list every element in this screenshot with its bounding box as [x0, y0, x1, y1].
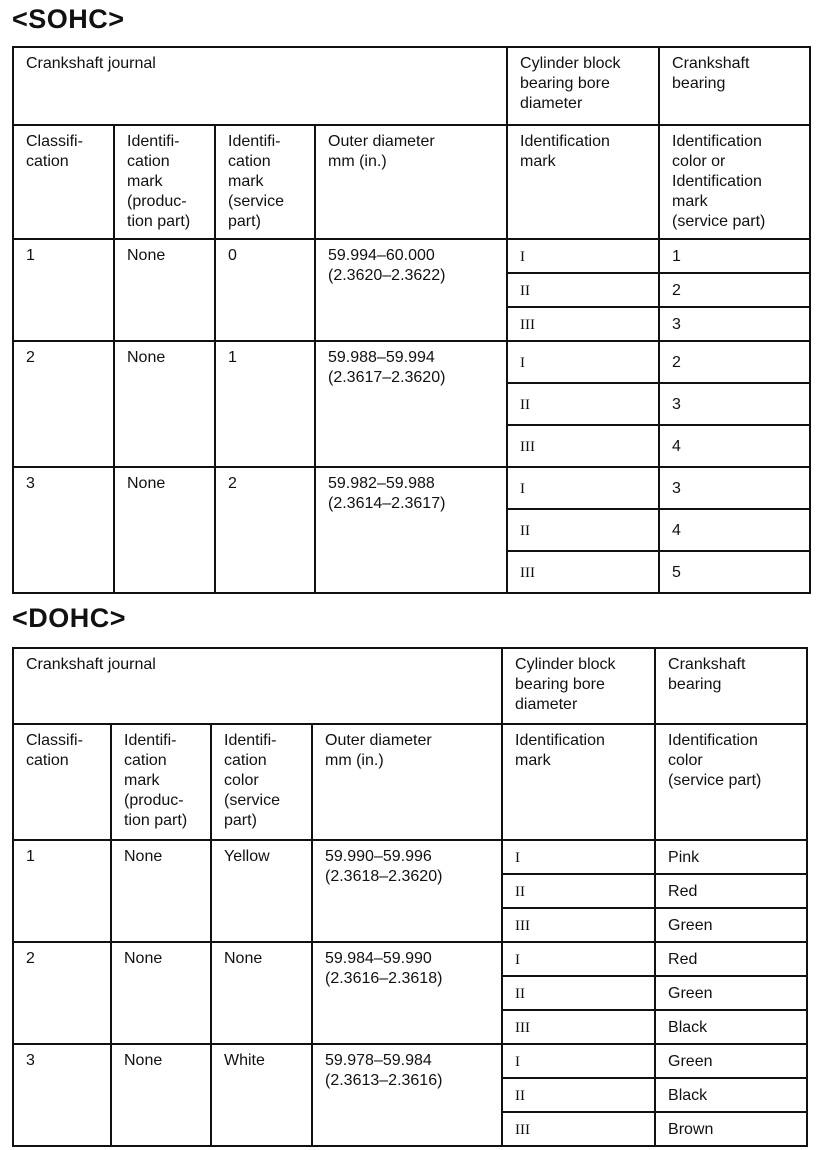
dohc-bearing-id-header: Identification color (service part)	[655, 724, 807, 840]
sohc-bearing-header: Crankshaft bearing	[659, 47, 810, 125]
bearing-cell: 2	[659, 273, 810, 307]
outer-diameter-cell: 59.982–59.988 (2.3614–2.3617)	[315, 467, 507, 593]
sohc-id-service-header: Identifi- cation mark (service part)	[215, 125, 315, 239]
sohc-journal-header: Crankshaft journal	[13, 47, 507, 125]
table-row	[13, 840, 807, 874]
dohc-heading: <DOHC>	[12, 603, 127, 633]
bearing-cell: 4	[659, 425, 810, 467]
bearing-cell: Red	[655, 942, 807, 976]
production-mark-cell: None	[114, 239, 215, 341]
dohc-outer-diameter-header: Outer diameter mm (in.)	[312, 724, 502, 840]
bearing-cell: 2	[659, 341, 810, 383]
bore-mark-cell: III	[507, 425, 659, 467]
bore-mark-cell: III	[507, 551, 659, 593]
bore-mark-cell: I	[502, 1044, 655, 1078]
service-color-cell: Yellow	[211, 840, 312, 942]
bearing-cell: 3	[659, 467, 810, 509]
bearing-cell: 4	[659, 509, 810, 551]
outer-diameter-cell: 59.994–60.000 (2.3620–2.3622)	[315, 239, 507, 341]
classification-cell: 3	[13, 467, 114, 593]
classification-cell: 2	[13, 942, 111, 1044]
sohc-subheader-row	[13, 125, 810, 239]
sohc-bore-header: Cylinder block bearing bore diameter	[507, 47, 659, 125]
outer-diameter-cell: 59.984–59.990 (2.3616–2.3618)	[312, 942, 502, 1044]
bore-mark-cell: III	[507, 307, 659, 341]
table-row	[13, 942, 807, 976]
dohc-bore-header: Cylinder block bearing bore diameter	[502, 648, 655, 724]
bore-mark-cell: I	[507, 341, 659, 383]
bore-mark-cell: II	[502, 874, 655, 908]
bore-mark-cell: III	[502, 1112, 655, 1146]
table-row	[13, 467, 810, 509]
bore-mark-cell: I	[507, 467, 659, 509]
bore-mark-cell: II	[502, 1078, 655, 1112]
dohc-table	[12, 647, 808, 1147]
dohc-classification-header: Classifi- cation	[13, 724, 111, 840]
classification-cell: 2	[13, 341, 114, 467]
bore-mark-cell: II	[507, 383, 659, 425]
bearing-cell: Brown	[655, 1112, 807, 1146]
bore-mark-cell: III	[502, 908, 655, 942]
production-mark-cell: None	[114, 467, 215, 593]
bearing-cell: 5	[659, 551, 810, 593]
service-color-cell: White	[211, 1044, 312, 1146]
bearing-cell: Black	[655, 1010, 807, 1044]
bearing-cell: 3	[659, 383, 810, 425]
classification-cell: 1	[13, 840, 111, 942]
outer-diameter-cell: 59.978–59.984 (2.3613–2.3616)	[312, 1044, 502, 1146]
bore-mark-cell: III	[502, 1010, 655, 1044]
dohc-bearing-header: Crankshaft bearing	[655, 648, 807, 724]
bearing-cell: Red	[655, 874, 807, 908]
classification-cell: 1	[13, 239, 114, 341]
sohc-outer-diameter-header: Outer diameter mm (in.)	[315, 125, 507, 239]
bore-mark-cell: I	[502, 942, 655, 976]
dohc-header-row	[13, 648, 807, 724]
dohc-bore-mark-header: Identification mark	[502, 724, 655, 840]
bore-mark-cell: II	[507, 509, 659, 551]
sohc-classification-header: Classifi- cation	[13, 125, 114, 239]
bearing-cell: Black	[655, 1078, 807, 1112]
dohc-id-production-header: Identifi- cation mark (produc- tion part)	[111, 724, 211, 840]
service-mark-cell: 1	[215, 341, 315, 467]
service-mark-cell: 0	[215, 239, 315, 341]
bore-mark-cell: II	[507, 273, 659, 307]
bore-mark-cell: II	[502, 976, 655, 1010]
bore-mark-cell: I	[507, 239, 659, 273]
outer-diameter-cell: 59.990–59.996 (2.3618–2.3620)	[312, 840, 502, 942]
bore-mark-cell: I	[502, 840, 655, 874]
outer-diameter-cell: 59.988–59.994 (2.3617–2.3620)	[315, 341, 507, 467]
production-mark-cell: None	[111, 942, 211, 1044]
table-row	[13, 1044, 807, 1078]
service-mark-cell: 2	[215, 467, 315, 593]
sohc-bore-mark-header: Identification mark	[507, 125, 659, 239]
service-color-cell: None	[211, 942, 312, 1044]
table-row	[13, 239, 810, 273]
dohc-subheader-row	[13, 724, 807, 840]
bearing-cell: 1	[659, 239, 810, 273]
sohc-heading: <SOHC>	[12, 4, 125, 34]
production-mark-cell: None	[111, 840, 211, 942]
bearing-cell: Green	[655, 976, 807, 1010]
sohc-id-production-header: Identifi- cation mark (produc- tion part)	[114, 125, 215, 239]
sohc-table	[12, 46, 811, 594]
sohc-bearing-id-header: Identification color or Identification mark (service part)	[659, 125, 810, 239]
bearing-cell: Green	[655, 908, 807, 942]
bearing-cell: Green	[655, 1044, 807, 1078]
dohc-id-service-header: Identifi- cation color (service part)	[211, 724, 312, 840]
sohc-header-row	[13, 47, 810, 125]
bearing-cell: 3	[659, 307, 810, 341]
production-mark-cell: None	[114, 341, 215, 467]
classification-cell: 3	[13, 1044, 111, 1146]
production-mark-cell: None	[111, 1044, 211, 1146]
dohc-journal-header: Crankshaft journal	[13, 648, 502, 724]
bearing-cell: Pink	[655, 840, 807, 874]
table-row	[13, 341, 810, 383]
